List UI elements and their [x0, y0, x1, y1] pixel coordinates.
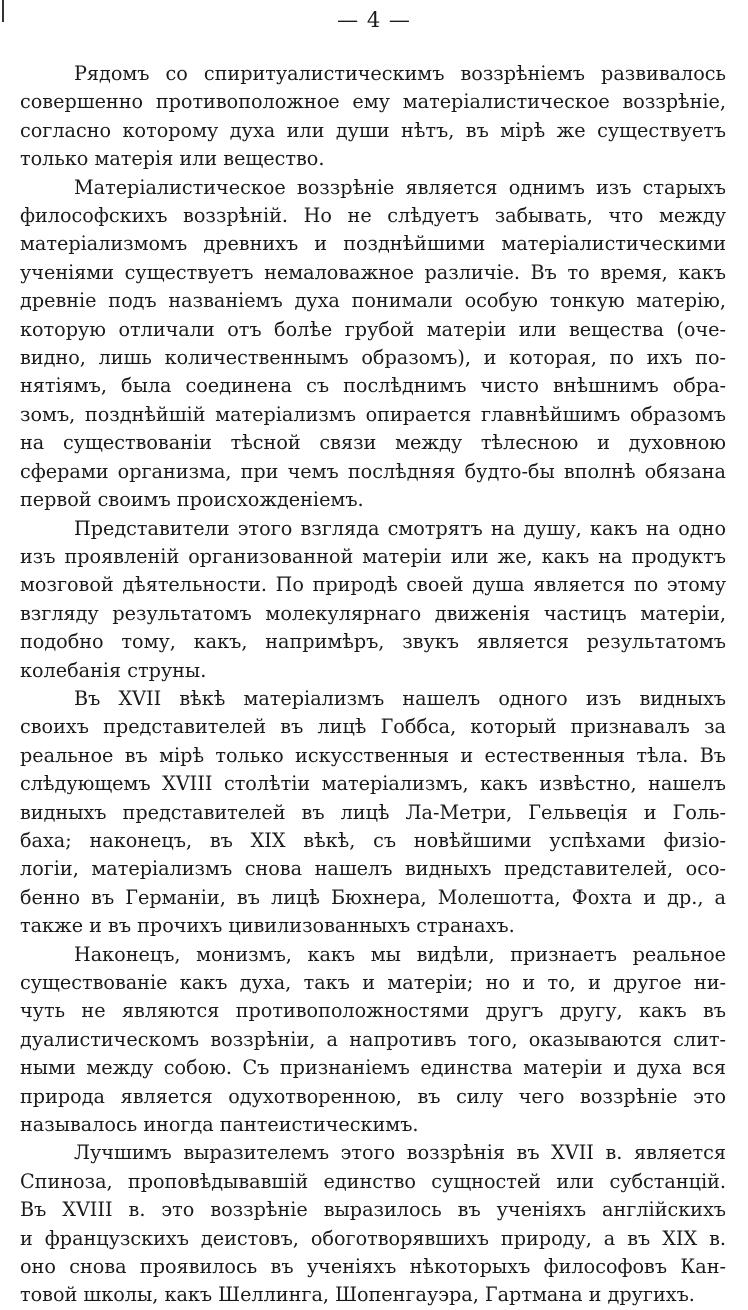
text-line: существованіе какъ духа, такъ и матеріи; но и то, и другое ни-: [20, 971, 726, 994]
text-line: колебанія струны.: [20, 658, 207, 682]
text-line: чуть не являются противоположностями другъ другу, какъ въ: [20, 999, 726, 1023]
text-line: изъ проявленій организованной матеріи или же, какъ на продуктъ: [20, 544, 726, 568]
text-line: только матерія или вещество.: [20, 147, 325, 171]
paragraph: [20, 1139, 726, 1309]
text-line: Наконецъ, монизмъ, какъ мы видѣли, признаетъ реальное: [74, 942, 726, 966]
text-line: своихъ представителей въ лицѣ Гоббса, который признавалъ за: [20, 715, 726, 739]
text-line: реальное въ мірѣ только искусственныя и естественныя тѣла. Въ: [20, 743, 726, 767]
text-line: сферами организма, при чемъ послѣдняя будто-бы вполнѣ обязана: [20, 459, 726, 483]
text-line: бенно въ Германіи, въ лицѣ Бюхнера, Молешотта, Фохта и др., а: [20, 885, 726, 909]
text-line: древніе подъ названіемъ духа понимали особую тонкую матерію,: [20, 289, 726, 313]
text-line: подобно тому, какъ, напримѣръ, звукъ является результатомъ: [20, 630, 726, 654]
text-line: которую отличали отъ болѣе грубой матеріи или вещества (оче-: [20, 317, 726, 341]
text-line: согласно которому духа или души нѣтъ, въ мірѣ же существуетъ: [20, 118, 726, 142]
text-line: философскихъ воззрѣній. Но не слѣдуетъ забывать, что между: [20, 204, 726, 228]
text-line: природа является одухотворенною, въ силу чего воззрѣніе это: [20, 1084, 726, 1108]
text-line: оно снова проявилось въ ученіяхъ нѣкоторыхъ философовъ Кан-: [20, 1255, 726, 1279]
body-text: [20, 60, 726, 1310]
text-line: слѣдующемъ XVIII столѣтіи матеріализмъ, какъ извѣстно, нашелъ: [20, 772, 726, 796]
text-line: Въ XVII вѣкѣ матеріализмъ нашелъ одного изъ видныхъ: [74, 686, 726, 710]
text-line: видныхъ представителей въ лицѣ Ла-Метри, Гельвеція и Голь-: [20, 800, 726, 824]
text-line: Лучшимъ выразителемъ этого воззрѣнія въ XVII в. является: [74, 1141, 726, 1165]
text-line: матеріализмомъ древнихъ и позднѣйшими матеріалистическими: [20, 232, 726, 256]
text-line: на существованіи тѣсной связи между тѣлесною и духовною: [20, 431, 726, 455]
paragraph: [20, 60, 726, 174]
text-line: товой школы, какъ Шеллинга, Шопенгауэра, Гартмана и другихъ.: [20, 1283, 695, 1307]
text-line: зомъ, позднѣйшій матеріализмъ опирается главнѣйшимъ образомъ: [20, 402, 726, 426]
text-line: Представители этого взгляда смотрятъ на душу, какъ на одно: [74, 516, 726, 540]
text-line: нятіямъ, была соединена съ послѣднимъ чисто внѣшнимъ обра-: [20, 374, 726, 398]
text-line: логіи, матеріализмъ снова нашелъ видныхъ представителей, осо-: [20, 857, 726, 881]
text-line: Рядомъ со спиритуалистическимъ воззрѣніемъ развивалось: [74, 62, 726, 85]
text-line: первой своимъ происхожденіемъ.: [20, 488, 364, 512]
paragraph: [20, 515, 726, 685]
paragraph: [20, 174, 726, 515]
text-line: мозговой дѣятельности. По природѣ своей душа является по этому: [20, 573, 726, 597]
text-line: дуалистическомъ воззрѣніи, а напротивъ того, оказываются слит-: [20, 1027, 726, 1051]
text-line: взгляду результатомъ молекулярнаго движенія частицъ матеріи,: [20, 601, 726, 625]
text-line: Матеріалистическое воззрѣніе является однимъ изъ старыхъ: [74, 175, 726, 199]
text-line: называлось иногда пантеистическимъ.: [20, 1113, 419, 1137]
text-line: Спиноза, проповѣдывавшій единство сущностей или субстанцій.: [20, 1169, 726, 1193]
text-line: и французскихъ деистовъ, обоготворявшихъ природу, а въ XIX в.: [20, 1226, 726, 1250]
text-line: ными между собою. Съ признаніемъ единства матеріи и духа вся: [20, 1056, 726, 1080]
page-number: — 4 —: [337, 8, 411, 32]
text-line: видно, лишь количественнымъ образомъ), и которая, по ихъ по-: [20, 346, 726, 370]
paragraph: [20, 941, 726, 1140]
text-line: ученіями существуетъ немаловажное различіе. Въ то время, какъ: [20, 260, 726, 284]
paragraph: [20, 685, 726, 941]
text-line: совершенно противоположное ему матеріалистическое воззрѣніе,: [20, 90, 726, 114]
text-line: Въ XVIII в. это воззрѣніе выразилось въ ученіяхъ англійскихъ: [20, 1198, 726, 1222]
text-line: также и въ прочихъ цивилизованныхъ странахъ.: [20, 914, 515, 938]
text-line: баха; наконецъ, въ XIX вѣкѣ, съ новѣйшими успѣхами физіо-: [20, 828, 726, 852]
